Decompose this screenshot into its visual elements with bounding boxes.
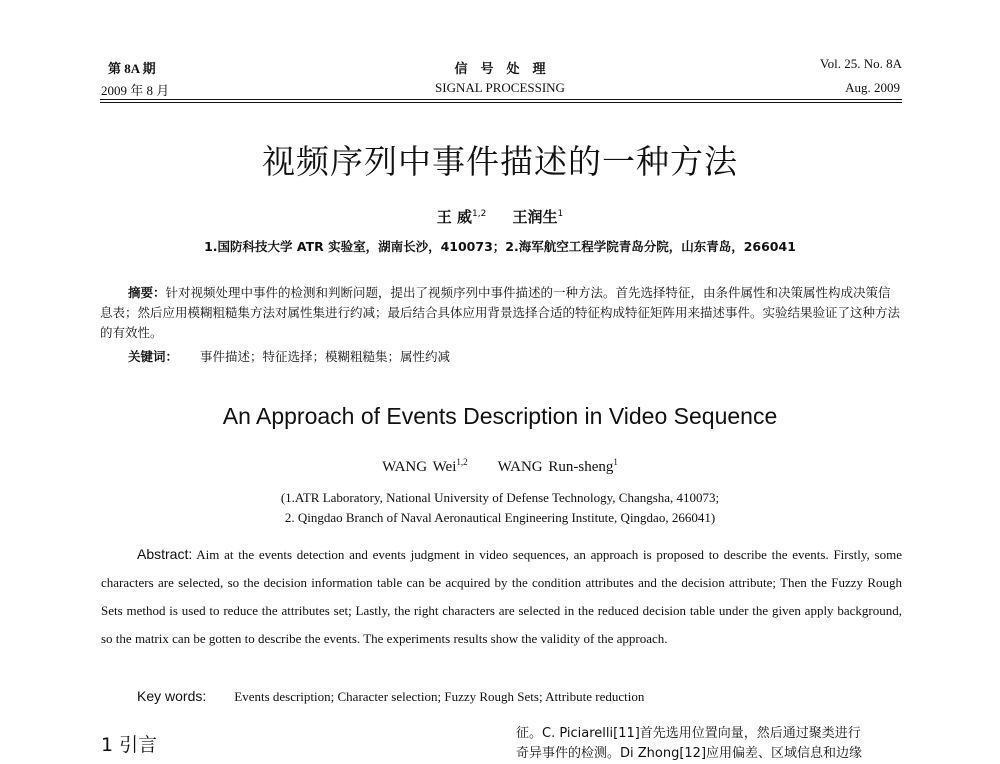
author-en-1: WANG Wei <box>382 459 457 475</box>
affiliation-en-line-2: 2. Qingdao Branch of Naval Aeronautical Engineering Institute, Qingdao, 266041) <box>284 510 716 525</box>
author-cn-1-sup: 1,2 <box>472 209 487 219</box>
header-issue-cn: 第 8A 期 <box>108 61 156 76</box>
abstract-en-text: Aim at the events detection and events judgment in video sequences, an approach is proposed to describe the events. Firstly, some characters are selected, so the decision information table can be acquired by the condition attributes and the decision attribute; Then the Fuzzy Rough Sets method is used to reduce the attributes set; Lastly, the right characters are selected in the reduced decision table under the given apply background, so the matrix can be gotten to describe the events. The experiments results show the validity of the approach. <box>101 547 902 646</box>
author-cn-2-sup: 1 <box>557 209 564 219</box>
abstract-en-label: Abstract: <box>137 546 193 562</box>
right-column-text <box>516 724 902 764</box>
header-volume: Vol. 25. No. 8A <box>819 56 902 71</box>
keywords-en-text: Events description; Character selection; Fuzzy Rough Sets; Attribute reduction <box>234 689 645 704</box>
author-en-2-sup: 1 <box>613 457 618 467</box>
header-date-cn: 2009 年 8 月 <box>101 83 170 98</box>
header-rule-top <box>100 99 902 100</box>
authors-en <box>0 457 1000 476</box>
header-date-en: Aug. 2009 <box>845 80 900 95</box>
section-1-heading: 1 引言 <box>101 734 158 756</box>
author-en-2: WANG Run-sheng <box>497 459 614 475</box>
keywords-en <box>137 688 644 705</box>
abstract-cn-label: 摘要： <box>128 285 166 300</box>
affiliation-en-line-1: (1.ATR Laboratory, National University of Defense Technology, Changsha, 410073; <box>280 490 720 505</box>
abstract-en <box>101 540 902 653</box>
right-column-line-2: 奇异事件的检测。Di Zhong[12]应用偏差、区域信息和边缘 <box>516 746 863 761</box>
keywords-cn <box>128 347 450 365</box>
header-journal-en: SIGNAL PROCESSING <box>435 80 565 95</box>
authors-cn <box>0 206 1000 227</box>
author-en-1-sup: 1,2 <box>456 457 468 467</box>
author-cn-2: 王润生 <box>512 208 558 226</box>
header-journal-cn: 信 号 处 理 <box>454 62 546 77</box>
paper-title-en: An Approach of Events Description in Video Sequence <box>222 403 778 429</box>
author-cn-1: 王 威 <box>436 208 473 226</box>
affiliation-cn: 1.国防科技大学 ATR 实验室，湖南长沙，410073；2.海军航空工程学院青岛分院，山东青岛，266041 <box>204 239 796 254</box>
keywords-cn-label: 关键词： <box>128 349 179 364</box>
keywords-cn-text: 事件描述；特征选择；模糊粗糙集；属性约减 <box>200 349 451 364</box>
right-column-line-1: 征。C. Piciarelli[11]首先选用位置向量，然后通过聚类进行 <box>516 726 861 741</box>
keywords-en-label: Key words: <box>137 688 207 704</box>
abstract-cn <box>100 283 902 343</box>
header-rule-bottom <box>100 102 902 103</box>
paper-title-cn: 视频序列中事件描述的一种方法 <box>262 142 738 181</box>
abstract-cn-text: 针对视频处理中事件的检测和判断问题，提出了视频序列中事件描述的一种方法。首先选择特征，由条件属性和决策属性构成决策信息表；然后应用模糊粗糙集方法对属性集进行约减；最后结合具体应用背景选择合适的特征构成特征矩阵用来描述事件。实验结果验证了这种方法的有效性。 <box>100 285 901 340</box>
